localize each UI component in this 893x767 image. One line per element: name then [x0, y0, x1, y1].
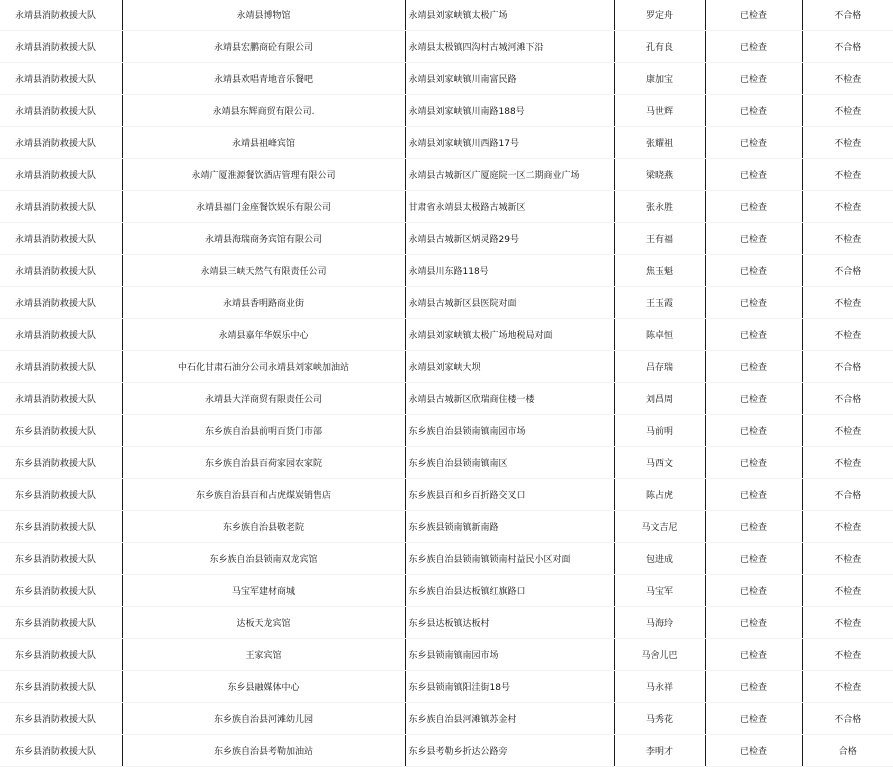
person-cell[interactable]: 马永祥 [614, 671, 705, 703]
status-cell[interactable]: 已检查 [705, 63, 802, 95]
status-cell[interactable]: 已检查 [705, 159, 802, 191]
result-cell[interactable]: 不检查 [802, 127, 893, 159]
result-cell[interactable]: 不检查 [802, 95, 893, 127]
status-cell[interactable]: 已检查 [705, 191, 802, 223]
status-cell[interactable]: 已检查 [705, 543, 802, 575]
name-cell[interactable]: 永靖县宏鹏商砼有限公司 [122, 31, 405, 63]
unit-cell[interactable]: 永靖县消防救援大队 [0, 319, 122, 351]
table-row [0, 0, 893, 31]
name-cell[interactable]: 中石化甘肃石油分公司永靖县刘家峡加油站 [122, 351, 405, 383]
person-cell[interactable]: 陈卓恒 [614, 319, 705, 351]
result-cell[interactable]: 不检查 [802, 511, 893, 543]
status-cell[interactable]: 已检查 [705, 447, 802, 479]
name-cell[interactable]: 东乡族自治县前明百货门市部 [122, 415, 405, 447]
name-cell[interactable]: 马宝军建材商城 [122, 575, 405, 607]
result-cell[interactable]: 不检查 [802, 63, 893, 95]
unit-cell[interactable]: 东乡县消防救援大队 [0, 575, 122, 607]
unit-cell[interactable]: 永靖县消防救援大队 [0, 127, 122, 159]
person-cell[interactable]: 李明才 [614, 735, 705, 767]
name-cell[interactable]: 永靖县大洋商贸有限责任公司 [122, 383, 405, 415]
status-cell[interactable]: 已检查 [705, 479, 802, 511]
address-cell[interactable]: 东乡县达板镇达板村 [405, 607, 614, 639]
status-cell[interactable]: 已检查 [705, 671, 802, 703]
unit-cell[interactable]: 东乡县消防救援大队 [0, 735, 122, 767]
unit-cell[interactable]: 东乡县消防救援大队 [0, 671, 122, 703]
address-cell[interactable]: 永靖县古城新区广厦庭院一区二期商业广场 [405, 159, 614, 191]
unit-cell[interactable]: 永靖县消防救援大队 [0, 191, 122, 223]
status-cell[interactable]: 已检查 [705, 383, 802, 415]
person-cell[interactable]: 康加宝 [614, 63, 705, 95]
unit-cell[interactable]: 东乡县消防救援大队 [0, 511, 122, 543]
person-cell[interactable]: 马文吉尼 [614, 511, 705, 543]
result-cell[interactable]: 不检查 [802, 543, 893, 575]
result-cell[interactable]: 不检查 [802, 159, 893, 191]
address-cell[interactable]: 东乡族县锁南镇新南路 [405, 511, 614, 543]
address-cell[interactable]: 永靖县刘家峡镇太极广场地税局对面 [405, 319, 614, 351]
table-row [0, 223, 893, 255]
status-cell[interactable]: 已检查 [705, 287, 802, 319]
unit-cell[interactable]: 东乡县消防救援大队 [0, 703, 122, 735]
address-cell[interactable]: 东乡县锁南镇阳洼街18号 [405, 671, 614, 703]
person-cell[interactable]: 马海玲 [614, 607, 705, 639]
table-row [0, 543, 893, 575]
status-cell[interactable]: 已检查 [705, 511, 802, 543]
address-cell[interactable]: 永靖县古城新区欣瑞商住楼一楼 [405, 383, 614, 415]
status-cell[interactable]: 已检查 [705, 607, 802, 639]
name-cell[interactable]: 永靖县欢唱青地音乐餐吧 [122, 63, 405, 95]
result-cell[interactable]: 不合格 [802, 255, 893, 287]
table-row [0, 159, 893, 191]
person-cell[interactable]: 马舍儿巴 [614, 639, 705, 671]
table-row [0, 479, 893, 511]
address-cell[interactable]: 东乡族自治县锁南镇锁南村益民小区对面 [405, 543, 614, 575]
table-row [0, 671, 893, 703]
unit-cell[interactable]: 永靖县消防救援大队 [0, 351, 122, 383]
person-cell[interactable]: 刘昌周 [614, 383, 705, 415]
table-row [0, 191, 893, 223]
table-row [0, 351, 893, 383]
person-cell[interactable]: 孔有良 [614, 31, 705, 63]
address-cell[interactable]: 东乡族自治县达板镇红旗路口 [405, 575, 614, 607]
address-cell[interactable]: 永靖县刘家峡镇太极广场 [405, 0, 614, 31]
status-cell[interactable]: 已检查 [705, 703, 802, 735]
table-row [0, 31, 893, 63]
person-cell[interactable]: 马宝军 [614, 575, 705, 607]
address-cell[interactable]: 永靖县川东路118号 [405, 255, 614, 287]
table-row [0, 511, 893, 543]
address-cell[interactable]: 东乡县考勒乡折达公路旁 [405, 735, 614, 767]
person-cell[interactable]: 焦玉魁 [614, 255, 705, 287]
address-cell[interactable]: 永靖县刘家峡镇川西路17号 [405, 127, 614, 159]
address-cell[interactable]: 甘肃省永靖县太极路古城新区 [405, 191, 614, 223]
name-cell[interactable]: 东乡族自治县百荷家园农家院 [122, 447, 405, 479]
unit-cell[interactable]: 东乡县消防救援大队 [0, 415, 122, 447]
person-cell[interactable]: 王有福 [614, 223, 705, 255]
person-cell[interactable]: 马西文 [614, 447, 705, 479]
name-cell[interactable]: 东乡族自治县百和占虎煤炭销售店 [122, 479, 405, 511]
name-cell[interactable]: 永靖县东辉商贸有限公司. [122, 95, 405, 127]
name-cell[interactable]: 东乡族自治县考勒加油站 [122, 735, 405, 767]
table-row [0, 447, 893, 479]
unit-cell[interactable]: 永靖县消防救援大队 [0, 223, 122, 255]
person-cell[interactable]: 罗定舟 [614, 0, 705, 31]
person-cell[interactable]: 梁晓燕 [614, 159, 705, 191]
status-cell[interactable]: 已检查 [705, 415, 802, 447]
unit-cell[interactable]: 东乡县消防救援大队 [0, 479, 122, 511]
status-cell[interactable]: 已检查 [705, 223, 802, 255]
table-row [0, 319, 893, 351]
status-cell[interactable]: 已检查 [705, 639, 802, 671]
address-cell[interactable]: 永靖县太极镇四沟村古城河滩下沿 [405, 31, 614, 63]
table-row [0, 575, 893, 607]
table-row [0, 383, 893, 415]
unit-cell[interactable]: 东乡县消防救援大队 [0, 447, 122, 479]
status-cell[interactable]: 已检查 [705, 95, 802, 127]
result-cell[interactable]: 不检查 [802, 671, 893, 703]
address-cell[interactable]: 永靖县刘家峡镇川南富民路 [405, 63, 614, 95]
person-cell[interactable]: 张耀祖 [614, 127, 705, 159]
name-cell[interactable]: 东乡族自治县河滩幼儿园 [122, 703, 405, 735]
address-cell[interactable]: 东乡族自治县锁南镇南区 [405, 447, 614, 479]
result-cell[interactable]: 不检查 [802, 287, 893, 319]
unit-cell[interactable]: 永靖县消防救援大队 [0, 63, 122, 95]
result-cell[interactable]: 不合格 [802, 479, 893, 511]
address-cell[interactable]: 永靖县古城新区炳灵路29号 [405, 223, 614, 255]
name-cell[interactable]: 永靖县福门金座餐饮娱乐有限公司 [122, 191, 405, 223]
unit-cell[interactable]: 永靖县消防救援大队 [0, 383, 122, 415]
person-cell[interactable]: 马秀花 [614, 703, 705, 735]
result-cell[interactable]: 不检查 [802, 575, 893, 607]
status-cell[interactable]: 已检查 [705, 127, 802, 159]
name-cell[interactable]: 永靖广厦淮源餐饮酒店管理有限公司 [122, 159, 405, 191]
name-cell[interactable]: 永靖县博物馆 [122, 0, 405, 31]
result-cell[interactable]: 不合格 [802, 31, 893, 63]
name-cell[interactable]: 东乡族自治县敬老院 [122, 511, 405, 543]
status-cell[interactable]: 已检查 [705, 0, 802, 31]
person-cell[interactable]: 张永胜 [614, 191, 705, 223]
result-cell[interactable]: 不检查 [802, 447, 893, 479]
address-cell[interactable]: 永靖县刘家峡镇川南路188号 [405, 95, 614, 127]
name-cell[interactable]: 东乡县融媒体中心 [122, 671, 405, 703]
unit-cell[interactable]: 东乡县消防救援大队 [0, 639, 122, 671]
status-cell[interactable]: 已检查 [705, 735, 802, 767]
name-cell[interactable]: 永靖县海瑞商务宾馆有限公司 [122, 223, 405, 255]
table-row [0, 703, 893, 735]
table-row [0, 287, 893, 319]
unit-cell[interactable]: 永靖县消防救援大队 [0, 287, 122, 319]
name-cell[interactable]: 永靖县祖峰宾馆 [122, 127, 405, 159]
result-cell[interactable]: 不合格 [802, 351, 893, 383]
status-cell[interactable]: 已检查 [705, 31, 802, 63]
address-cell[interactable]: 东乡族县百和乡百折路交叉口 [405, 479, 614, 511]
table-row [0, 415, 893, 447]
table-row [0, 639, 893, 671]
result-cell[interactable]: 不合格 [802, 703, 893, 735]
result-cell[interactable]: 不检查 [802, 223, 893, 255]
person-cell[interactable]: 陈占虎 [614, 479, 705, 511]
status-cell[interactable]: 已检查 [705, 319, 802, 351]
status-cell[interactable]: 已检查 [705, 575, 802, 607]
person-cell[interactable]: 吕存瑞 [614, 351, 705, 383]
unit-cell[interactable]: 永靖县消防救援大队 [0, 95, 122, 127]
unit-cell[interactable]: 永靖县消防救援大队 [0, 31, 122, 63]
table-row [0, 607, 893, 639]
status-cell[interactable]: 已检查 [705, 255, 802, 287]
result-cell[interactable]: 不检查 [802, 639, 893, 671]
unit-cell[interactable]: 永靖县消防救援大队 [0, 255, 122, 287]
unit-cell[interactable]: 东乡县消防救援大队 [0, 607, 122, 639]
name-cell[interactable]: 达板天龙宾馆 [122, 607, 405, 639]
person-cell[interactable]: 包进成 [614, 543, 705, 575]
table-row [0, 255, 893, 287]
result-cell[interactable]: 不检查 [802, 607, 893, 639]
address-cell[interactable]: 永靖县刘家峡大坝 [405, 351, 614, 383]
result-cell[interactable]: 不检查 [802, 319, 893, 351]
person-cell[interactable]: 马前明 [614, 415, 705, 447]
address-cell[interactable]: 永靖县古城新区县医院对面 [405, 287, 614, 319]
table-row [0, 127, 893, 159]
unit-cell[interactable]: 永靖县消防救援大队 [0, 0, 122, 31]
address-cell[interactable]: 东乡县锁南镇南园市场 [405, 639, 614, 671]
name-cell[interactable]: 王家宾馆 [122, 639, 405, 671]
result-cell[interactable]: 不合格 [802, 383, 893, 415]
unit-cell[interactable]: 永靖县消防救援大队 [0, 159, 122, 191]
address-cell[interactable]: 东乡族自治县锁南镇南园市场 [405, 415, 614, 447]
address-cell[interactable]: 东乡族自治县河滩镇苏金村 [405, 703, 614, 735]
result-cell[interactable]: 不合格 [802, 0, 893, 31]
name-cell[interactable]: 东乡族自治县锁南双龙宾馆 [122, 543, 405, 575]
unit-cell[interactable]: 东乡县消防救援大队 [0, 543, 122, 575]
table-row [0, 735, 893, 767]
table-row [0, 63, 893, 95]
status-cell[interactable]: 已检查 [705, 351, 802, 383]
person-cell[interactable]: 马世辉 [614, 95, 705, 127]
table-row [0, 95, 893, 127]
result-cell[interactable]: 不检查 [802, 191, 893, 223]
person-cell[interactable]: 王玉霞 [614, 287, 705, 319]
result-cell[interactable]: 合格 [802, 735, 893, 767]
name-cell[interactable]: 永靖县香明路商业街 [122, 287, 405, 319]
name-cell[interactable]: 永靖县嘉年华娱乐中心 [122, 319, 405, 351]
name-cell[interactable]: 永靖县三峡天然气有限责任公司 [122, 255, 405, 287]
result-cell[interactable]: 不检查 [802, 415, 893, 447]
